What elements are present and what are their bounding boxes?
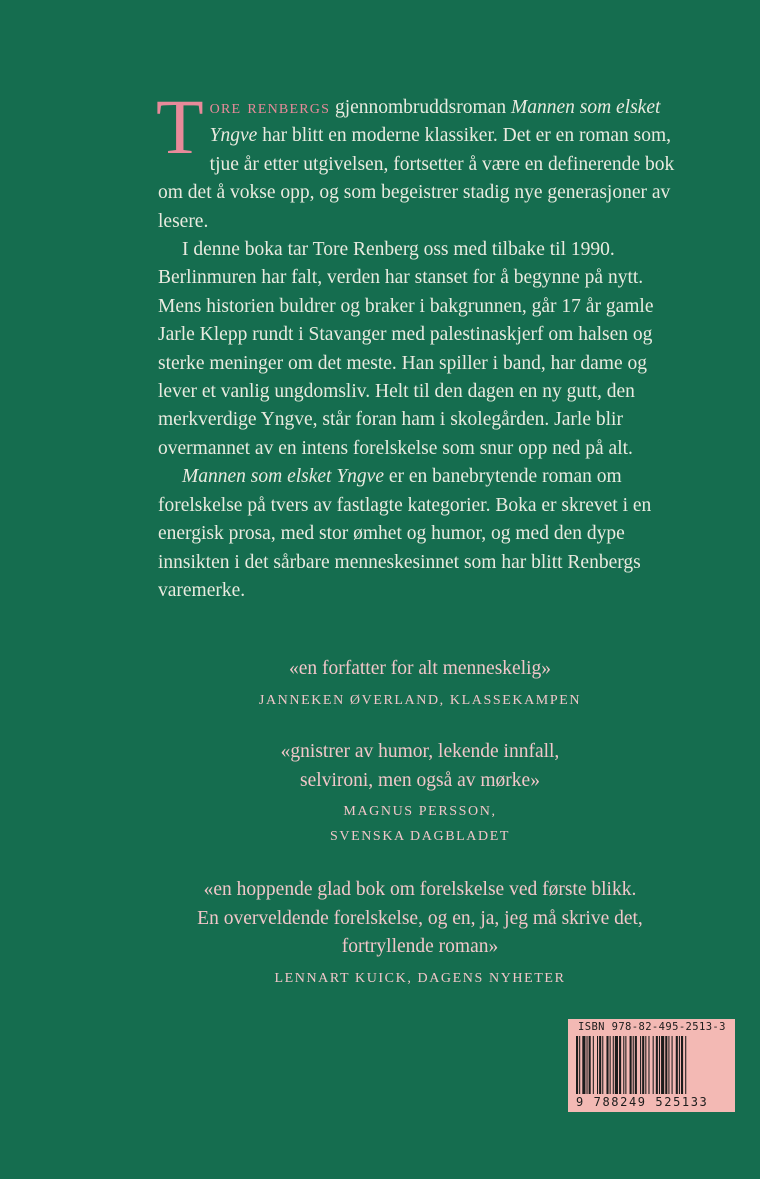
- barcode-bar: [623, 1036, 624, 1094]
- quote-line: «en forfatter for alt menneskelig»: [288, 658, 552, 679]
- barcode-bar: [642, 1036, 644, 1094]
- barcode-bar: [681, 1036, 683, 1094]
- barcode-bar: [659, 1036, 660, 1094]
- quote-line: «en hoppende glad bok om forelskelse ved første blikk.: [203, 879, 637, 900]
- barcode-bar: [613, 1036, 614, 1094]
- drop-cap: T: [156, 83, 204, 170]
- barcode-bar: [597, 1036, 598, 1094]
- barcode-bar: [640, 1036, 641, 1094]
- barcode-bar: [672, 1036, 673, 1094]
- quote-line: fortryllende roman»: [341, 936, 499, 958]
- barcode-bar: [633, 1036, 634, 1094]
- review-quote-2: [160, 738, 680, 849]
- barcode-bar: [676, 1036, 678, 1094]
- barcode-bar: [593, 1036, 594, 1094]
- barcode-bar: [648, 1036, 649, 1094]
- quote-line: «gnistrer av humor, lekende innfall,: [280, 741, 560, 762]
- quote-source: MAGNUS PERSSON,: [343, 804, 497, 820]
- barcode-bar: [679, 1036, 680, 1094]
- barcode-bar: [587, 1036, 588, 1094]
- barcode-bar: [606, 1036, 608, 1094]
- isbn-label: ISBN 978-82-495-2513-3: [578, 1021, 726, 1033]
- barcode-bar: [653, 1036, 654, 1094]
- barcode-bar: [615, 1036, 618, 1094]
- barcode-bar: [619, 1036, 621, 1094]
- review-quote-1: [160, 655, 680, 713]
- barcode-bar: [635, 1036, 637, 1094]
- quote-source: SVENSKA DAGBLADET: [329, 829, 511, 845]
- barcode-digits: 9 788249 525133: [576, 1095, 709, 1109]
- blurb-text-c: er en banebrytende roman om forelskelse på tvers av fastlagte kategorier. Boka er skrevet i en energisk prosa, med stor ømhet og humor, og med den dype innsikten i det sårbare menneskesinnet som har blitt Renbergs varemerke.: [158, 466, 652, 601]
- barcode-bar: [589, 1036, 591, 1094]
- book-title: Mannen som elsket Yngve: [182, 466, 384, 488]
- blurb-paragraph-3: [158, 463, 688, 605]
- blurb-text-b: har blitt en moderne klassiker. Det er en roman som, tjue år etter utgivelsen, fortsetter å være en definerende bok om det å vokse opp, og som begeistrer stadig nye generasjoner av lesere.: [158, 125, 675, 232]
- barcode-bar: [602, 1036, 603, 1094]
- blurb-paragraph-2: I denne boka tar Tore Renberg oss med tilbake til 1990. Berlinmuren har falt, verden har stanset for å begynne på nytt. Mens historien buldrer og braker i bakgrunnen, går 17 år gamle Jarle Klepp rundt i Stavanger med palestinaskjerf om halsen og sterke meninger om det meste. Han spiller i band, har dame og lever et vanlig ungdomsliv. Helt til den dagen en ny gutt, den merkverdige Yngve, står foran ham i skolegården. Jarle blir overmannet av en intens forelskelse som snur opp ned på alt.: [158, 239, 654, 459]
- barcode-bar: [610, 1036, 611, 1094]
- quote-source: JANNEKEN ØVERLAND, KLASSEKAMPEN: [258, 692, 582, 708]
- blurb: [156, 83, 688, 605]
- blurb-paragraph-1: [156, 83, 688, 236]
- quote-line: En overveldende forelskelse, og en, ja, jeg må skrive det,: [197, 907, 643, 929]
- review-quote-3: [160, 876, 680, 991]
- author-name-smallcaps: ore renbergs: [209, 97, 331, 118]
- barcode-bar: [582, 1036, 585, 1094]
- barcode-bar: [656, 1036, 658, 1094]
- barcode-bar: [579, 1036, 580, 1094]
- barcode-bar: [685, 1036, 686, 1094]
- quote-source: LENNART KUICK, DAGENS NYHETER: [274, 970, 566, 986]
- barcode-bar: [645, 1036, 646, 1094]
- book-title: Mannen som elsket Yngve: [209, 97, 661, 147]
- barcode-bar: [668, 1036, 669, 1094]
- barcode-bar: [599, 1036, 601, 1094]
- barcode-bar: [665, 1036, 667, 1094]
- blurb-text-a: gjennombruddsroman: [330, 97, 511, 118]
- barcode-bar: [630, 1036, 632, 1094]
- barcode-bar: [625, 1036, 626, 1094]
- quote-line: selvironi, men også av mørke»: [300, 769, 540, 791]
- barcode-bar: [576, 1036, 578, 1094]
- barcode-icon: [574, 1036, 730, 1098]
- isbn-barcode: [568, 1019, 735, 1112]
- barcode-bar: [661, 1036, 664, 1094]
